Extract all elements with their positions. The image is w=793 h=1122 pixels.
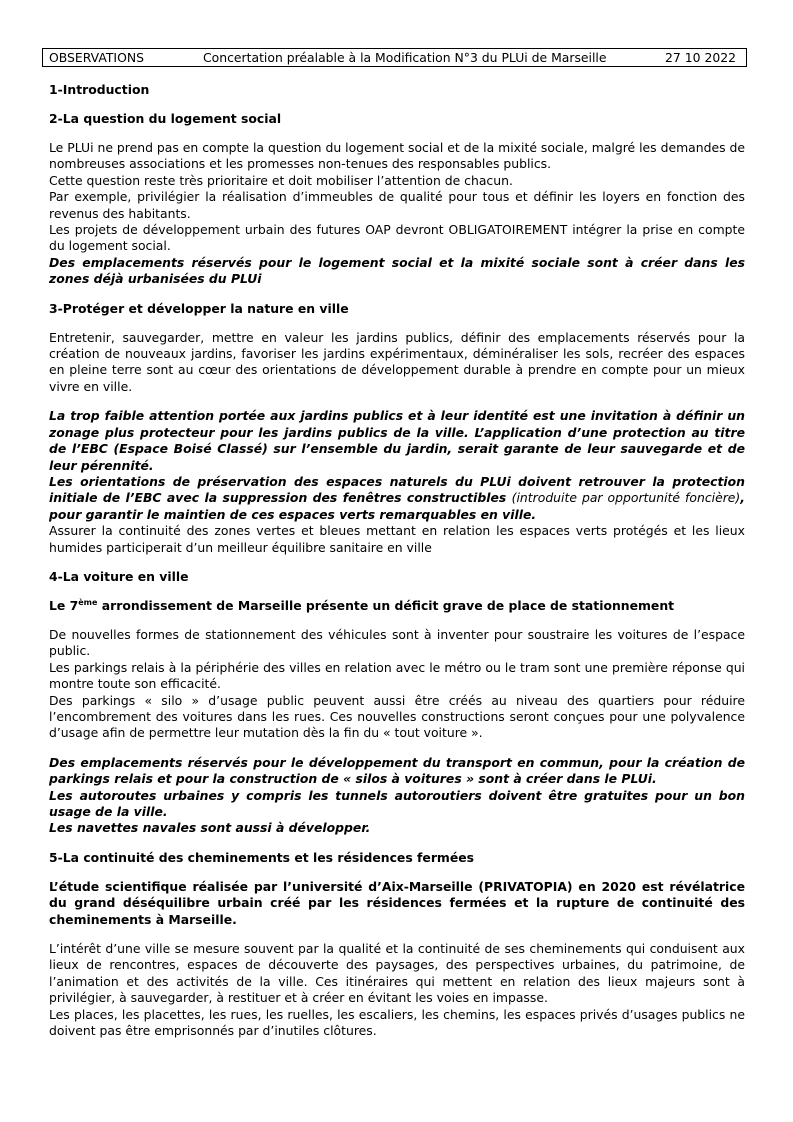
superscript: ème — [78, 597, 98, 607]
emphasis-paragraph — [49, 474, 745, 523]
section-3-title: 3-Protéger et développer la nature en ville — [49, 300, 349, 316]
paragraph: Les projets de développement urbain des futures OAP devront OBLIGATOIREMENT intégrer la prise en compte du logement social. — [49, 222, 745, 254]
header-label: OBSERVATIONS — [49, 50, 144, 65]
paragraph: L’intérêt d’une ville se mesure souvent par la qualité et la continuité de ses cheminements qui conduisent aux lieux de rencontres, espaces de découverte des paysages, des perspectives urbaines, du patrimoine, de l’animation et des activités de la ville. Ces itinéraires qui mettent en relation des lieux majeurs sont à privilégier, à sauvegarder, à restituer et à créer en évitant les voies en impasse. — [49, 941, 745, 1006]
emphasis-paragraph: Les navettes navales sont aussi à développer. — [49, 820, 371, 836]
section-5-title: 5-La continuité des cheminements et les résidences fermées — [49, 849, 475, 865]
section-4-body — [49, 627, 745, 837]
emphasis-text: Les orientations de préservation des espaces naturels du PLUi doivent retrouver la protection initiale de l’EBC avec la suppression des fenêtres constructibles — [49, 473, 745, 506]
paragraph: Cette question reste très prioritaire et doit mobiliser l’attention de chacun. — [49, 172, 513, 188]
section-2-title: 2-La question du logement social — [49, 111, 282, 126]
section-2-body — [49, 140, 745, 288]
subtitle-text: arrondissement de Marseille présente un déficit grave de place de stationnement — [97, 597, 675, 613]
section-1-title: 1-Introduction — [49, 82, 150, 97]
emphasis-paragraph: Des emplacements réservés pour le développement du transport en commun, pour la création de parkings relais et pour la construction de « silos à voitures » sont à créer dans le PLUi. — [49, 754, 745, 787]
paragraph: Par exemple, privilégier la réalisation d’immeubles de qualité pour tous et définir les loyers en fonction des revenus des habitants. — [49, 189, 745, 221]
paragraph: Les parkings relais à la périphérie des villes en relation avec le métro ou le tram sont une première réponse qui montre toute son efficacité. — [49, 659, 745, 692]
header-date: 27 10 2022 — [665, 50, 736, 65]
bold-paragraph: L’étude scientifique réalisée par l’université d’Aix-Marseille (PRIVATOPIA) en 2020 est révélatrice du grand déséquilibre urbain créé par les résidences fermées et la rupture de continuité des cheminements à Marseille. — [49, 878, 745, 927]
paragraph: Assurer la continuité des zones vertes et bleues mettant en relation les espaces verts protégés et les lieux humides participerait d’un meilleur équilibre sanitaire en ville — [49, 523, 745, 555]
paragraph: Entretenir, sauvegarder, mettre en valeur les jardins publics, définir des emplacements réservés pour la création de nouveaux jardins, favoriser les jardins expérimentaux, déminéraliser les sols, recréer des espaces en pleine terre sont au cœur des orientations de développement durable à prendre en compte pour un mieux vivre en ville. — [49, 329, 745, 394]
section-4-subtitle — [49, 598, 745, 614]
paragraph: De nouvelles formes de stationnement des véhicules sont à inventer pour soustraire les voitures de l’espace public. — [49, 626, 745, 659]
emphasis-text: , pour garantir le maintien de ces espaces verts remarquables en ville. — [49, 490, 745, 522]
section-4-title: 4-La voiture en ville — [49, 568, 189, 584]
paragraph: Les places, les placettes, les rues, les ruelles, les escaliers, les chemins, les espaces privés d’usages publics ne doivent pas être emprisonnés par d’inutiles clôtures. — [49, 1006, 745, 1039]
document-body — [49, 82, 745, 1052]
paragraph: Le PLUi ne prend pas en compte la question du logement social et de la mixité sociale, malgré les demandes de nombreuses associations et les promesses non-tenues des responsables publics. — [49, 140, 745, 172]
subtitle-text: Le 7 — [49, 597, 79, 613]
emphasis-paragraph: Les autoroutes urbaines y compris les tunnels autoroutiers doivent être gratuites pour un bon usage de la ville. — [49, 787, 745, 819]
header-title: Concertation préalable à la Modification N°3 du PLUi de Marseille — [203, 50, 607, 65]
paragraph: Des parkings « silo » d’usage public peuvent aussi être créés au niveau des quartiers pour réduire l’encombrement des voitures dans les rues. Ces nouvelles constructions seront conçues pour une polyvalence d’usage afin de permettre leur mutation dès la fin du « tout voiture ». — [49, 692, 745, 741]
section-5-body — [49, 879, 745, 1040]
parenthetical-note: (introduite par opportunité foncière) — [511, 490, 741, 506]
document-header — [42, 48, 747, 67]
emphasis-paragraph: Des emplacements réservés pour le logement social et la mixité sociale sont à créer dans les zones déjà urbanisées du PLUi — [49, 254, 745, 287]
emphasis-paragraph: La trop faible attention portée aux jardins publics et à leur identité est une invitation à définir un zonage plus protecteur pour les jardins publics de la ville. L’application d’une protection au titre de l’EBC (Espace Boisé Classé) sur l’ensemble du jardin, serait garante de leur sauvegarde et de leur pérennité. — [49, 408, 745, 473]
section-3-body — [49, 330, 745, 556]
